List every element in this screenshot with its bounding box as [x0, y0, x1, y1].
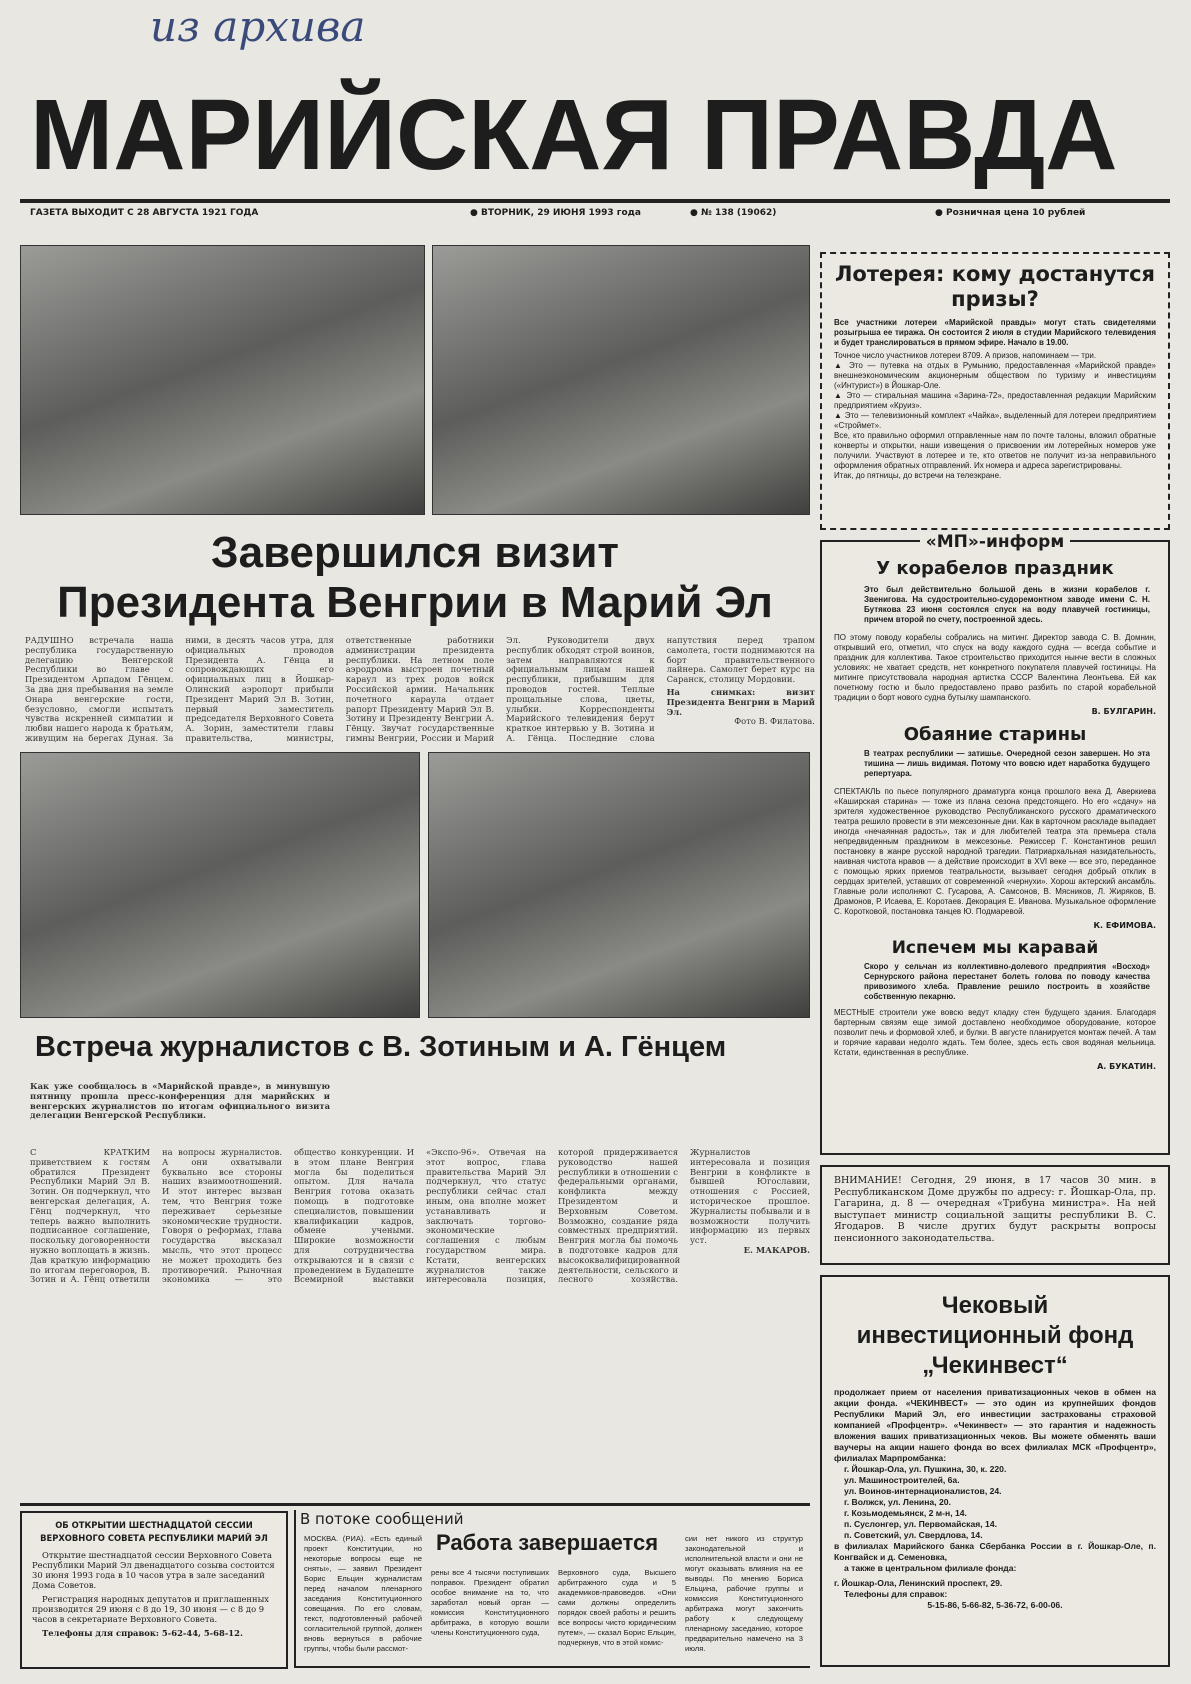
meeting-text: С КРАТКИМ приветствием к гостям обратился Президент Республики Марий Эл В. Зотин. Он подчеркнул, что венгерская делегация, А. Гёнц подчеркнул, что теперь важно выполнить подписанное соглашение, поскольку договоренности нужно воплощать в жизнь. Дав краткую информацию по итогам переговоров, В. Зотин и А. Гёнц ответили на вопросы журналистов. А они охватывали буквально все стороны наших взаимоотношений. И этот интерес вызван тем, что Венгрия тоже переживает серьезные экономические трудности. Говоря о реформах, глава государства высказал мысль, что этот процесс не может проходить без противоречий. Рыночная экономика — это общество конкуренции. И в этом плане Венгрия могла бы поделиться опытом. Для начала Венгрия готова оказать помощь в подготовке специалистов, повышении квалификации кадров, обмене учеными. Широкие возможности для сотрудничества открываются и в связи с проведением в Будапеште Всемирной выставки «Экспо-96». Отвечая на этот вопрос, глава правительства Марий Эл подчеркнул, что статус республики сейчас стал иным, она вполне может устанавливать и заключать торгово-экономические соглашения с любым государством мира. Кстати, венгерских журналистов также интересовала позиция, которой придерживается руководство нашей республики в отношении с федеральными органами, конфликта между Президентом и Верховным Советом. Возможно, создание ряда совместных предприятий. Венгрия могла бы помочь в подготовке кадров для высококвалифицированной деятельности, сельского и лесного хозяйства. Журналистов интересовала и позиция Венгрии в конфликте в бывшей Югославии, отношения с Россией, историческое прошлое. Журналисты побывали и в возможности получить информацию из первых уст.: [30, 1147, 810, 1285]
masthead-title: МАРИЙСКАЯ ПРАВДА: [30, 79, 1118, 191]
story-body: СПЕКТАКЛЬ по пьесе популярного драматурга конца прошлого века Д. Аверкиева «Каширская старина» — тоже из плана сезона предстоящего. Но его «сдачу» на зрителя художественное руководство Республиканского русского драматического театра решило провести в эти межсезонные дни. Как в карточном раскладе выпадает иногда «нечаянная радость», так и для любителей театра эта премьера стала непредвиденным праздником в межсезонье. Режиссер Г. Константинов решил постановку в жанре русской народной трагедии. Патриархальная назидательность, наивная чистота нравов — а действие происходит в XVI веке — все это, переданное с помощью ярких приемов театральности, вызывает сегодня добрый отклик в сердцах зрителей, уставших от современной «чернухи». Хорош актерский ансамбль. Главные роли исполняют С. Гусарова, А. Самсонов, В. Мясников, Л. Жиряков, В. Драмонов, Р. Исаева, Е. Коротаев. Декорация Е. Иванова. Музыкальное оформление С. Коротковой, постановка танцев Ю. Подмаревой.: [834, 787, 1156, 916]
address: г. Козьмодемьянск, 2 м-н, 14.: [844, 1508, 967, 1518]
session-phones: Телефоны для справок: 5-62-44, 5-68-12.: [42, 1628, 243, 1638]
story-author: К. ЕФИМОВА.: [1093, 921, 1156, 930]
address: г. Йошкар-Ола, ул. Пушкина, 30, к. 220.: [844, 1464, 1007, 1474]
cheque-fund-addresses: [834, 1464, 1156, 1541]
lottery-p: ▲ Это — путевка на отдых в Румынию, предоставленная «Марийской правде» внешнеэкономическим акционерным обществом по туризму и инвестициям («Интурист») в Йошкар-Оле.: [834, 361, 1156, 390]
photo-crowd-flowers: [428, 752, 810, 1018]
lottery-p: Точное число участников лотереи 8709. А призов, напоминаем — три.: [834, 351, 1097, 360]
central-label: а также в центральном филиале фонда:: [844, 1563, 1017, 1573]
story-title: Обаяние старины: [903, 724, 1087, 745]
session-notice: [20, 1511, 288, 1669]
story-author: В. БУЛГАРИН.: [1091, 707, 1156, 716]
session-p: Открытие шестнадцатой сессии Верховного Совета Республики Марий Эл двенадцатого созыва состоится 30 июня 1993 года в 10 часов утра в зале заседаний Дома Советов.: [32, 1550, 275, 1590]
story-title: Испечем мы каравай: [891, 938, 1099, 958]
photo-credit: Фото В. Филатова.: [734, 716, 815, 727]
meeting-headline: Встреча журналистов с В. Зотиным и А. Гёнцем: [35, 1031, 727, 1063]
lottery-box: [820, 252, 1170, 530]
handwritten-note: из архива: [150, 2, 366, 51]
sberbank-line: в филиалах Марийского банка Сбербанка России в г. Йошкар-Оле, п. Конгвайск и д. Семеновка,: [834, 1541, 1156, 1562]
visit-text: РАДУШНО встречала наша республика государственную делегацию Венгерской Республики во главе с Президентом Арпадом Гёнцем. За два дня пребывания на земле Онара венгерские гости, безусловно, смогли испытать чувства искренней симпатии и любви нашего народа к братьям, живущим на берегах Дуная. За ними, в десять часов утра, для официальных проводов Президента А. Гёнца и сопровождающих его официальных лиц в Йошкар-Олинский аэропорт прибыли Президент Марий Эл В. Зотин, первый заместитель председателя Верховного Совета А. Зорин, заместители главы правительства, министры, ответственные работники администрации президента республики. На летном поле аэродрома выстроен почетный караул из трех родов войск Российской армии. Начальник почетного караула отдает рапорт Президенту Марий Эл В. Зотину и Президенту Венгрии А. Гёнцу. Звучат государственные гимны Венгрии, России и Марий Эл. Руководители двух республик обходят строй воинов, затем направляются к официальным лицам нашей республики, прибывшим для проводов гостей. Теплые прощальные слова, цветы, улыбки. Корреспонденты Марийского телевидения берут краткое интервью у В. Зотина и А. Гёнца. Последние слова напутствия перед трапом самолета, гости поднимаются на борт правительственного лайнера. Самолет берет курс на Саранск, столицу Мордовии.: [25, 635, 815, 743]
notice-box: [820, 1165, 1170, 1265]
lottery-p: Итак, до пятницы, до встречи на телеэкране.: [834, 471, 1002, 480]
mp-inform-box: [820, 532, 1170, 1155]
story-lead: В театрах республики — затишье. Очередной сезон завершен. Но эта тишина — лишь видимая. Потому что вовсю идет наработка будущего репертуара.: [864, 749, 1150, 778]
meeting-author: Е. МАКАРОВ.: [743, 1244, 810, 1255]
address: г. Волжск, ул. Ленина, 20.: [844, 1497, 951, 1507]
lottery-p: ▲ Это — стиральная машина «Зарина-72», предоставленная редакции Марийским предприятием «Круиз».: [834, 391, 1156, 410]
cheque-fund-title: [834, 1291, 1156, 1381]
cheque-fund-ad: [820, 1275, 1170, 1667]
story-lead: Это был действительно большой день в жизни корабелов г. Звенигова. На судостроительно-судоремонтном заводе имени С. Н. Бутякова 23 июня состоялся спуск на воду плавучей гостиницы, причем второй по счету, построенной здесь.: [864, 585, 1150, 624]
issue-date: ● ВТОРНИК, 29 ИЮНЯ 1993 года: [470, 208, 641, 218]
lottery-title: Лотерея: кому достанутся призы?: [834, 262, 1156, 311]
address: п. Советский, ул. Свердлова, 14.: [844, 1530, 983, 1540]
lottery-p: Все, кто правильно оформил отправленные нам по почте талоны, вложил обратные конверты и открытки, наши извещения о присвоении им лотерейных номеров уже получили. Участвуют в лотерее и те, кто ответов не получит из-за неправильного оформления обратных отправлений. Их номера и адреса зарегистрированы.: [834, 431, 1156, 470]
photo-farewell-airport: [20, 752, 420, 1018]
title-line: „Чекинвест“: [922, 1352, 1068, 1379]
story-lead: Скоро у сельчан из коллективно-долевого предприятия «Восход» Сернурского района перестанет болеть голова по поводу качества привозимого хлеба. Правление решило построить в хозяйстве собственную пекарню.: [864, 962, 1150, 1001]
section-rule: [20, 1503, 810, 1506]
news-flow: [294, 1510, 810, 1668]
meeting-article: [30, 1148, 810, 1285]
phones: 5-15-86, 5-66-82, 5-36-72, 6-00-06.: [927, 1600, 1063, 1610]
visit-headline-line1: Завершился визит: [211, 528, 619, 577]
masthead-rule: [20, 199, 1170, 203]
phones-label: Телефоны для справок:: [844, 1589, 948, 1599]
news-col: сии нет никого из структур законодательной и исполнительной власти и они не могут оказывать влияния на ее выводы. По мнению Бориса Ельцина, рабочие группы и комиссия Конституционного арбитража могут закончить работу к следующему пленарному заседанию, которое предварительно намечено на 3 июля.: [685, 1534, 803, 1653]
session-p: Регистрация народных депутатов и приглашенных производится 29 июня с 8 до 19, 30 июня — с 8 до 9 часов в секретариате Верховного Совета.: [32, 1594, 269, 1624]
photo-caption: На снимках: визит Президента Венгрии в Марий Эл.: [666, 686, 815, 717]
price: ● Розничная цена 10 рублей: [935, 208, 1086, 218]
news-col: МОСКВА. (РИА). «Есть единый проект Конституции, но некоторые вопросы еще не сняты», — заявил Президент Борис Ельцин журналистам перед началом пленарного заседания Конституционного совещания. По его словам, текст, подготовленный рабочей согласительной группой, должен вновь вернуться в рабочие группы, чтобы были рассмот-: [304, 1534, 422, 1653]
story-author: А. БУКАТИН.: [1097, 1062, 1156, 1071]
lottery-p: ▲ Это — телевизионный комплект «Чайка», выделенный для лотереи предприятием «Строймет».: [834, 411, 1156, 430]
address: п. Суслонгер, ул. Первомайская, 14.: [844, 1519, 998, 1529]
notice-text: ВНИМАНИЕ! Сегодня, 29 июня, в 17 часов 30 мин. в Республиканском Доме дружбы по адресу: г. Йошкар-Ола, пр. Гагарина, д. 8 — очередная «Трибуна министра». На ней выступает министр социальной защиты республики В. С. Ягодаров. В числе других будут раскрыты вопросы пенсионного законодательства.: [834, 1175, 1156, 1244]
session-title: ВЕРХОВНОГО СОВЕТА РЕСПУБЛИКИ МАРИЙ ЭЛ: [40, 1533, 268, 1543]
visit-headline-line2: Президента Венгрии в Марий Эл: [57, 578, 773, 627]
session-title: ОБ ОТКРЫТИИ ШЕСТНАДЦАТОЙ СЕССИИ: [55, 1520, 253, 1530]
title-line: инвестиционный фонд: [856, 1322, 1134, 1349]
story-title: У корабелов праздник: [876, 558, 1114, 579]
story-body: ПО этому поводу корабелы собрались на митинг. Директор завода С. В. Домнин, открывший его, отметил, что спуск на воду каждого судна — всегда событие и праздник для коллектива. Такое строительство приходится нынче вести в сложных условиях: не хватает средств, нет конкретного покупателя плавучей гостиницы. На митинге присутствовала народная артистка СССР Валентина Леонтьева. Ей как почетному гостю и было предоставлено право разбить по старой корабельной традиции о борт нового судна бутылку шампанского.: [834, 633, 1156, 702]
issue-number: ● № 138 (19062): [690, 208, 777, 218]
visit-headline: [20, 528, 810, 628]
central-address: г. Йошкар-Ола, Ленинский проспект, 29.: [834, 1578, 1003, 1588]
news-flow-rubric: В потоке сообщений: [300, 1510, 464, 1528]
address: ул. Машиностроителей, 6а.: [844, 1475, 960, 1485]
lottery-lead: Все участники лотереи «Марийской правды» могут стать свидетелями розыгрыша ее тиража. Он состоится 2 июля в студии Марийского телевидения и будет транслироваться в прямом эфире. Начало в 19.00.: [834, 318, 1156, 347]
news-col: рены все 4 тысячи поступивших поправок. Президент обратил особое внимание на то, что заработал новый орган — комиссия Конституционного арбитража, в которую вошли члены Конституционного суда,: [431, 1568, 549, 1637]
photo-delegation-room: [20, 245, 425, 515]
mp-inform-rubric: «МП»-информ: [920, 532, 1070, 552]
news-flow-title: Работа завершается: [436, 1530, 659, 1555]
address: ул. Воинов-интернационалистов, 24.: [844, 1486, 1002, 1496]
meeting-lead: Как уже сообщалось в «Марийской правде», в минувшую пятницу прошла пресс-конференция для марийских и венгерских журналистов по итогам официального визита делегации Венгерской Республики.: [30, 1081, 330, 1121]
news-col: Верховного суда, Высшего арбитражного суда и 5 академиков-правоведов. «Они сами должны определить порядок своей работы и решить все вопросы чисто юридическим путем», — сказал Борис Ельцин, подчеркнув, что в этой комис-: [558, 1568, 676, 1647]
title-line: Чековый: [941, 1292, 1049, 1319]
visit-article: [25, 636, 815, 744]
since-line: ГАЗЕТА ВЫХОДИТ С 28 АВГУСТА 1921 ГОДА: [30, 208, 259, 218]
story-body: МЕСТНЫЕ строители уже вовсю ведут кладку стен будущего здания. Благодаря бартерным связям еще зимой доставлено необходимое оборудование, которое позволит печь и формовой хлеб, и булки. В августе планируется монтаж печей. А там и горячие караваи недолго ждать. Тем более, здесь есть своя водяная мельница. Кстати, единственная в республике.: [834, 1008, 1156, 1057]
cheque-fund-intro: продолжает прием от населения приватизационных чеков в обмен на акции фонда. «ЧЕКИНВЕСТ» — это один из крупнейших фондов Республики Марий Эл, его инвестиции застрахованы страховой компанией «Профцентр». «Чекинвест» — это гарантия и надежность вложения ваших приватизационных чеков. Вы можете обменять ваши ваучеры на акции нашего фонда во всех филиалах МСК «Профцентр», филиалах Марпромбанка:: [834, 1387, 1156, 1463]
photo-presidents-table: [432, 245, 810, 515]
